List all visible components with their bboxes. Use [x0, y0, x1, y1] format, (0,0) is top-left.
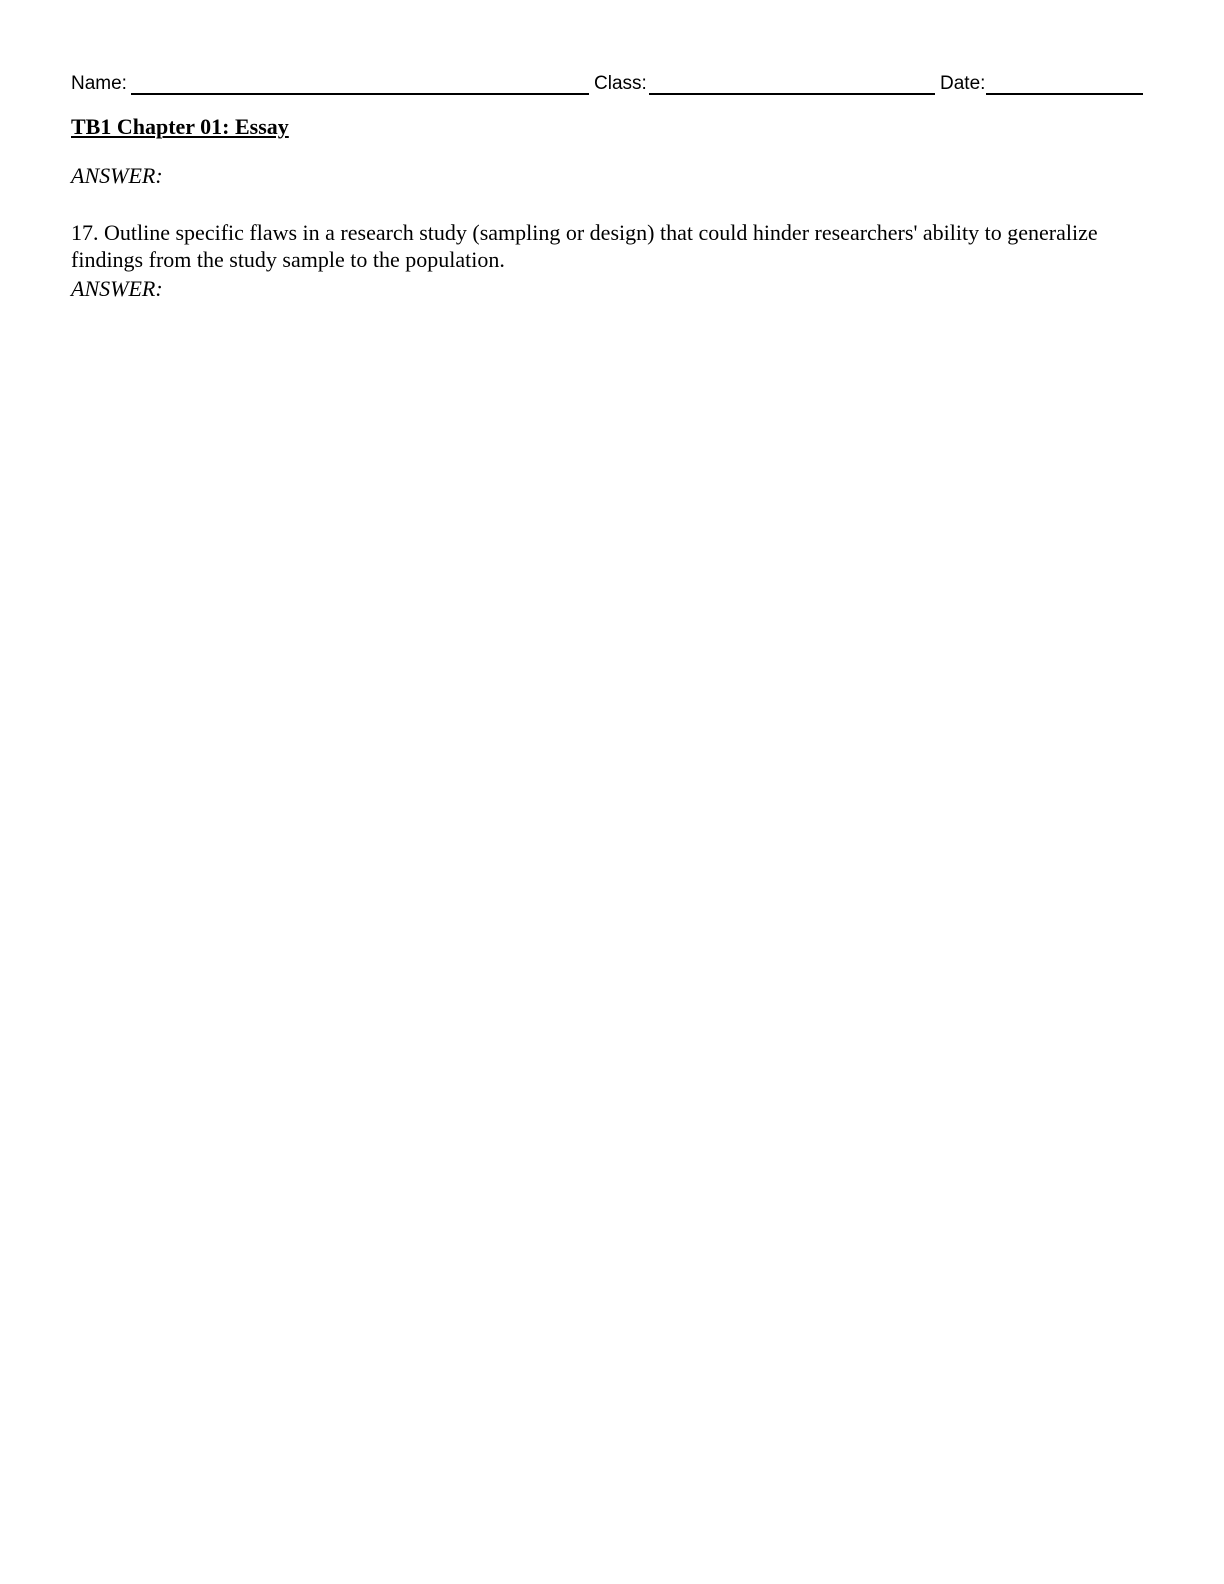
name-label: Name: [71, 73, 127, 94]
name-field[interactable] [131, 93, 589, 95]
class-label: Class: [594, 73, 647, 94]
document-body [71, 113, 1151, 302]
class-field[interactable] [649, 93, 935, 95]
question-17: 17. Outline specific flaws in a research study (sampling or design) that could hinder researchers' ability to generalize findings from the study sample to the population. [71, 220, 1098, 272]
answer-label-17: ANSWER: [71, 276, 163, 301]
header-fields [71, 72, 1143, 98]
date-label: Date: [940, 73, 986, 94]
answer-label: ANSWER: [71, 163, 163, 188]
section-title: TB1 Chapter 01: Essay [71, 114, 289, 139]
date-field[interactable] [986, 93, 1143, 95]
